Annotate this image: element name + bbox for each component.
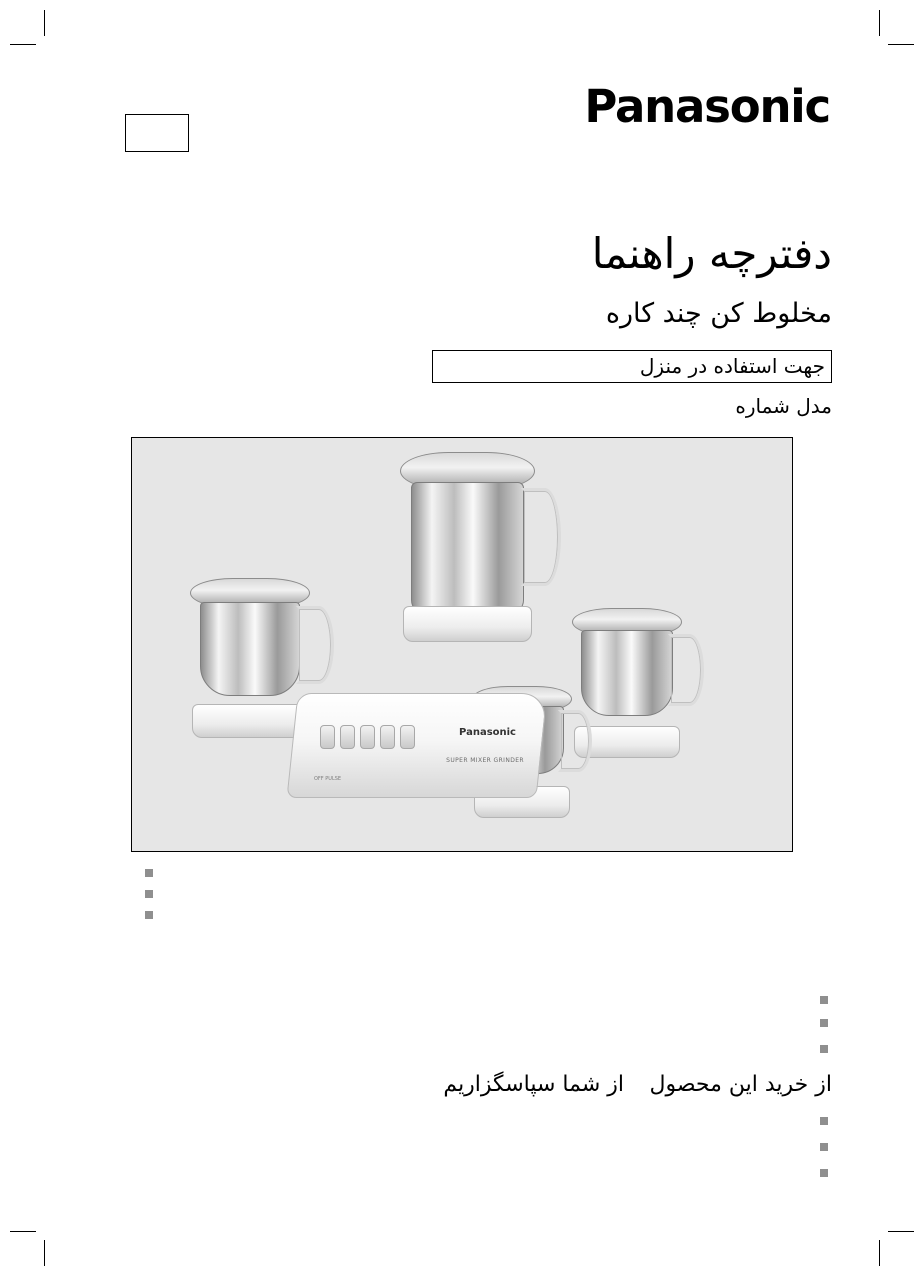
jar-collar bbox=[192, 704, 307, 738]
motor-control-buttons bbox=[320, 725, 415, 749]
crop-mark-bottom-left-vertical bbox=[44, 1240, 45, 1266]
list-item-bullet bbox=[820, 996, 828, 1004]
crop-mark-bottom-right-vertical bbox=[879, 1240, 880, 1266]
language-code-box bbox=[125, 114, 189, 152]
panasonic-logo: Panasonic bbox=[584, 80, 830, 133]
motor-button bbox=[400, 725, 415, 749]
household-use-box bbox=[432, 350, 832, 383]
list-item-bullet bbox=[820, 1143, 828, 1151]
list-item-bullet bbox=[820, 1045, 828, 1053]
crop-mark-top-left-vertical bbox=[44, 10, 45, 36]
jar-body bbox=[411, 482, 524, 614]
list-item-bullet bbox=[820, 1169, 828, 1177]
crop-mark-bottom-left-horizontal bbox=[10, 1231, 36, 1232]
thanks-text-left: از شما سپاسگزاریم bbox=[443, 1072, 624, 1097]
jar-body bbox=[200, 602, 301, 696]
page-title: دفترچه راهنما bbox=[591, 229, 832, 278]
thanks-text-right: از خرید این محصول bbox=[649, 1072, 832, 1097]
jar-handle bbox=[558, 710, 592, 772]
list-item-bullet bbox=[820, 1019, 828, 1027]
model-number-label: مدل شماره bbox=[735, 394, 832, 418]
jar-body bbox=[581, 630, 673, 716]
product-motor-base bbox=[292, 693, 542, 798]
motor-model-label: SUPER MIXER GRINDER bbox=[446, 757, 524, 764]
jar-handle bbox=[521, 488, 561, 586]
list-item-bullet bbox=[145, 911, 153, 919]
motor-button bbox=[340, 725, 355, 749]
product-photo bbox=[132, 438, 792, 851]
motor-button bbox=[360, 725, 375, 749]
motor-button bbox=[380, 725, 395, 749]
list-item-bullet bbox=[145, 890, 153, 898]
jar-collar bbox=[403, 606, 533, 642]
motor-button bbox=[320, 725, 335, 749]
crop-mark-bottom-right-horizontal bbox=[888, 1231, 914, 1232]
jar-handle bbox=[296, 606, 334, 684]
motor-brand-label: Panasonic bbox=[459, 727, 516, 738]
product-jar-blender bbox=[400, 452, 535, 642]
motor-switch-labels: OFF PULSE bbox=[314, 776, 342, 782]
list-item-bullet bbox=[820, 1117, 828, 1125]
product-image-panel bbox=[131, 437, 793, 852]
page-subtitle: مخلوط کن چند کاره bbox=[605, 298, 832, 329]
crop-mark-top-right-vertical bbox=[879, 10, 880, 36]
list-item-bullet bbox=[145, 869, 153, 877]
crop-mark-top-right-horizontal bbox=[888, 44, 914, 45]
household-use-label: جهت استفاده در منزل bbox=[639, 354, 825, 378]
crop-mark-top-left-horizontal bbox=[10, 44, 36, 45]
jar-handle bbox=[668, 634, 704, 706]
